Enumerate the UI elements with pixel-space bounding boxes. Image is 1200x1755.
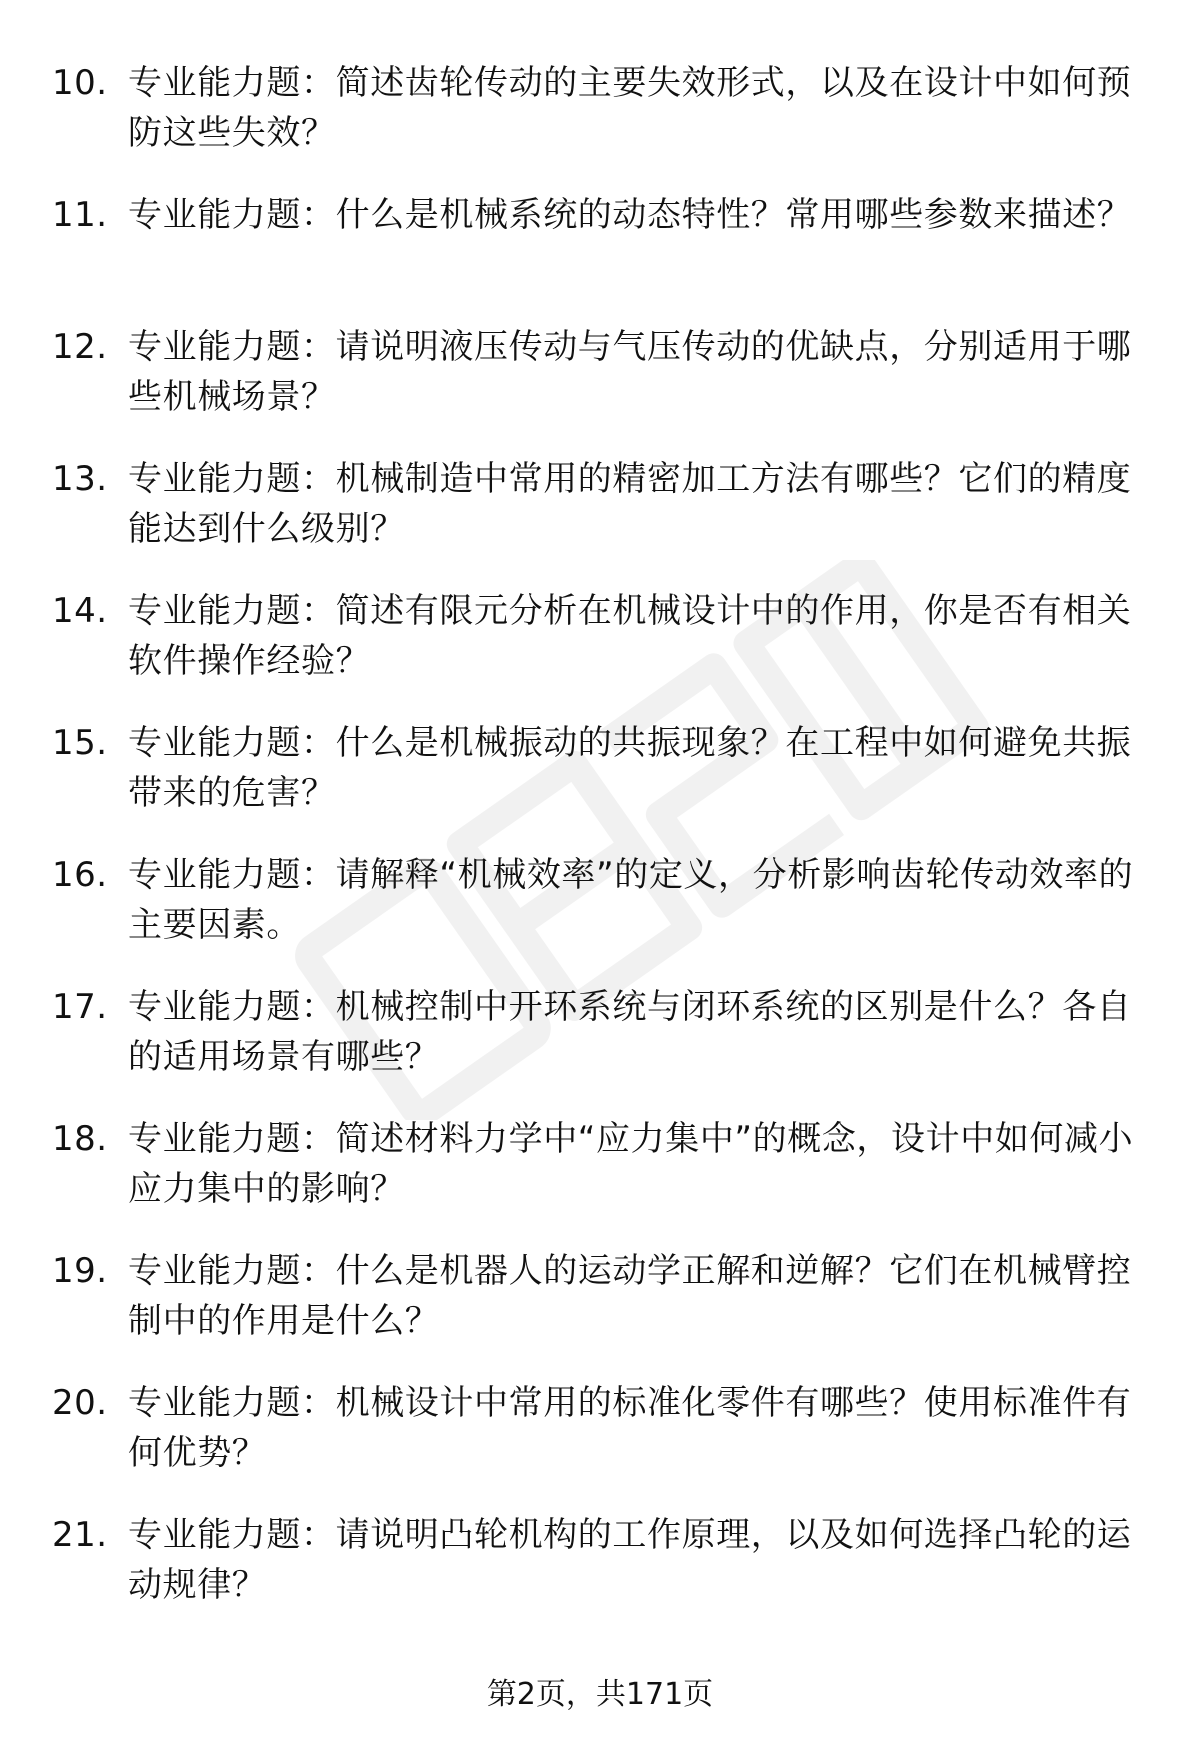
question-number: 18. — [52, 1119, 108, 1159]
page-number-footer: 第2页，共171页 — [486, 1677, 714, 1712]
question-item-20 — [52, 1378, 1142, 1510]
question-item-11 — [52, 190, 1142, 322]
question-item-21 — [52, 1510, 1142, 1642]
question-number: 13. — [52, 459, 108, 499]
question-item-19 — [52, 1246, 1142, 1378]
question-text: 专业能力题：简述有限元分析在机械设计中的作用，你是否有相关软件操作经验？ — [128, 591, 1132, 681]
question-item-15 — [52, 718, 1142, 850]
question-text: 专业能力题：机械设计中常用的标准化零件有哪些？使用标准件有何优势？ — [128, 1383, 1132, 1473]
question-item-10 — [52, 58, 1142, 190]
question-text: 专业能力题：请说明液压传动与气压传动的优缺点，分别适用于哪些机械场景？ — [128, 327, 1132, 417]
question-number: 14. — [52, 591, 108, 631]
question-item-13 — [52, 454, 1142, 586]
question-text: 专业能力题：机械制造中常用的精密加工方法有哪些？它们的精度能达到什么级别？ — [128, 459, 1132, 549]
question-text: 专业能力题：请解释“机械效率”的定义，分析影响齿轮传动效率的主要因素。 — [128, 855, 1134, 945]
question-number: 11. — [52, 195, 108, 235]
question-item-18 — [52, 1114, 1142, 1246]
question-text: 专业能力题：请说明凸轮机构的工作原理，以及如何选择凸轮的运动规律？ — [128, 1515, 1132, 1605]
question-text: 专业能力题：机械控制中开环系统与闭环系统的区别是什么？各自的适用场景有哪些？ — [128, 987, 1132, 1077]
question-number: 17. — [52, 987, 108, 1027]
question-number: 12. — [52, 327, 108, 367]
question-text: 专业能力题：什么是机器人的运动学正解和逆解？它们在机械臂控制中的作用是什么？ — [128, 1251, 1132, 1341]
question-number: 20. — [52, 1383, 108, 1423]
question-list — [52, 58, 1142, 1642]
question-text: 专业能力题：简述齿轮传动的主要失效形式，以及在设计中如何预防这些失效？ — [128, 63, 1132, 153]
question-item-14 — [52, 586, 1142, 718]
question-item-16 — [52, 850, 1142, 982]
question-number: 10. — [52, 63, 108, 103]
question-text: 专业能力题：什么是机械振动的共振现象？在工程中如何避免共振带来的危害？ — [128, 723, 1132, 813]
question-number: 21. — [52, 1515, 108, 1555]
question-number: 15. — [52, 723, 108, 763]
question-item-12 — [52, 322, 1142, 454]
question-number: 16. — [52, 855, 108, 895]
question-number: 19. — [52, 1251, 108, 1291]
question-text: 专业能力题：什么是机械系统的动态特性？常用哪些参数来描述？ — [128, 195, 1132, 235]
question-item-17 — [52, 982, 1142, 1114]
question-text: 专业能力题：简述材料力学中“应力集中”的概念，设计中如何减小应力集中的影响？ — [128, 1119, 1134, 1209]
